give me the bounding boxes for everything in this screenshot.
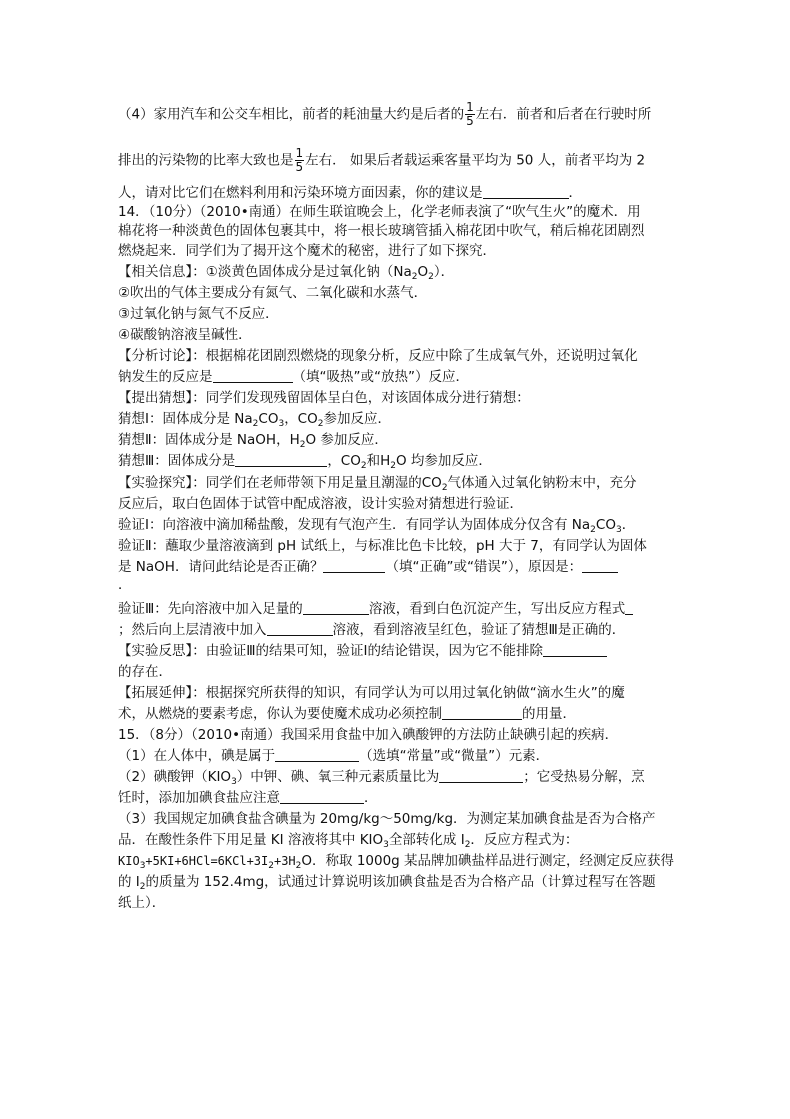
subscript: 3 <box>139 861 146 871</box>
experiment-text: 反应后，取白色固体于试管中配成溶液，设计实验对猜想进行验证． <box>118 496 523 512</box>
q15-title <box>118 726 618 744</box>
q14-line <box>118 222 645 240</box>
experiment-line <box>118 495 523 513</box>
answer-blank[interactable] <box>439 768 523 783</box>
subscript: 2 <box>317 419 324 429</box>
hypothesis-text: CO <box>258 411 279 427</box>
verify-text: 验证Ⅰ：向溶液中滴加稀盐酸，发现有气泡产生．有同学认为固体成分仅含有 Na <box>118 517 591 533</box>
extension-text: 【拓展延伸】：根据探究所获得的知识，有同学认为可以用过氧化钠做“滴水生火”的魔 <box>118 685 625 701</box>
equation-text: +5KI+6HCl=6KCl+3I <box>145 854 269 868</box>
q15-text: （选填“常量”或“微量”）元素． <box>359 748 550 764</box>
q15-text: ． <box>364 790 378 806</box>
hypothesis-line <box>118 410 391 433</box>
verify-line <box>118 600 633 618</box>
experiment-line <box>118 474 637 497</box>
q15-text: O．称取 1000g 某品牌加碘盐样品进行测定，经测定反应获得 <box>301 853 675 869</box>
q15-line <box>118 789 378 807</box>
q13-line-1 <box>118 101 651 128</box>
verify-text: CO <box>595 517 616 533</box>
fraction-numerator: 1 <box>295 146 304 160</box>
q15-text: 的 I <box>118 874 140 890</box>
q15-line <box>118 852 674 875</box>
q13-line-2 <box>118 147 645 174</box>
answer-blank[interactable] <box>625 600 633 615</box>
extension-text: 的用量． <box>522 706 576 722</box>
hypothesis-text: 猜想Ⅲ：固体成分是 <box>118 453 236 469</box>
verify-text: （填“正确”或“错误”），原因是： <box>385 559 583 575</box>
subscript: 2 <box>428 272 434 282</box>
q15-line <box>118 894 165 912</box>
subscript: 2 <box>390 461 396 471</box>
extension-text: 术，从燃烧的要素考虑，你认为要使魔术成功必须控制 <box>118 706 442 722</box>
subscript: 2 <box>464 840 471 850</box>
fraction <box>465 101 475 128</box>
fraction-numerator: 1 <box>466 100 474 114</box>
verify-line <box>118 558 618 576</box>
q14-line <box>118 242 496 260</box>
subscript: 2 <box>590 525 596 535</box>
q15-text: ．反应方程式为： <box>470 832 579 848</box>
experiment-text: 【实验探究】：同学们在老师带领下用足量且潮湿的CO <box>118 475 442 491</box>
info-text: O <box>417 264 429 280</box>
hypothesis-line <box>118 431 388 454</box>
answer-blank[interactable] <box>280 789 364 804</box>
verify-line <box>118 516 635 539</box>
info-text: 【相关信息】：①淡黄色固体成分是过氧化钠（Na <box>118 264 412 280</box>
analysis-line <box>118 347 638 365</box>
info-text: ③过氧化钠与氮气不反应． <box>118 306 279 322</box>
hypothesis-text: O 均参加反应． <box>396 453 492 469</box>
analysis-text: 【分析讨论】：根据棉花团剧烈燃烧的现象分析，反应中除了生成氧气外，还说明过氧化 <box>118 348 638 364</box>
q15-text: （3）我国规定加碘食盐含碘量为 20mg/kg～50mg/kg．为测定某加碘食盐是否为合格产 <box>118 811 656 827</box>
verify-text: 验证Ⅱ：蘸取少量溶液滴到 pH 试纸上，与标准比色卡比较，pH 大于 7，有同学认为固体 <box>118 538 647 554</box>
q15-line <box>118 831 578 854</box>
verify-text: 验证Ⅲ：先向溶液中加入足量的 <box>118 601 303 617</box>
equation-text: +3H <box>273 854 296 868</box>
q15-text: 品．在酸性条件下用足量 KI 溶液将其中 KIO <box>118 832 384 848</box>
hypothesis-text: ，CO <box>284 411 318 427</box>
q13-text: 左右．前者和后者在行驶时所 <box>475 106 652 123</box>
q15-text: （2）碘酸钾（KIO <box>118 769 232 785</box>
subscript: 2 <box>268 861 274 871</box>
hypothesis-line <box>118 452 492 475</box>
answer-blank[interactable] <box>442 705 522 720</box>
subscript: 2 <box>139 882 146 892</box>
reflection-text: 【实验反思】：由验证Ⅲ的结果可知，验证Ⅰ的结论错误，因为它不能排除 <box>118 643 544 659</box>
q13-text: 排出的污染物的比率大致也是 <box>118 152 294 169</box>
q15-text: 饪时，添加加碘食盐应注意 <box>118 790 280 806</box>
q14-text: 燃烧起来．同学们为了揭开这个魔术的秘密，进行了如下探究． <box>118 243 496 259</box>
verify-line <box>118 621 625 639</box>
hypothesis-line <box>118 389 530 407</box>
reflection-text: 的存在． <box>118 664 172 680</box>
info-text: ④碳酸钠溶液呈碱性． <box>118 327 252 343</box>
q15-text: ；它受热易分解，烹 <box>523 769 645 785</box>
subscript: 2 <box>295 861 302 871</box>
extension-line <box>118 684 625 702</box>
hypothesis-text: 猜想Ⅰ：固体成分是 Na <box>118 411 253 427</box>
q15-title-text: 15．（8分）（2010•南通）我国采用食盐中加入碘酸钾的方法防止缺碘引起的疾病． <box>118 727 619 743</box>
answer-blank[interactable] <box>303 600 369 615</box>
q15-line <box>118 810 656 828</box>
analysis-text: （填“吸热”或“放热”）反应． <box>292 369 469 385</box>
hypothesis-text: 参加反应． <box>323 411 391 427</box>
answer-blank[interactable] <box>213 368 293 383</box>
q14-title <box>118 203 641 221</box>
q13-text: 左右． 如果后者载运乘客量平均为 50 人，前者平均为 2 <box>305 152 646 169</box>
info-text: ）． <box>433 264 455 280</box>
q14-text: 棉花将一种淡黄色的固体包裹其中，将一根长玻璃管插入棉花团中吹气，稍后棉花团剧烈 <box>118 223 645 239</box>
q13-text: 人，请对比它们在燃料利用和污染环境方面因素，你的建议是 <box>118 185 483 201</box>
experiment-text: 气体通入过氧化钠粉末中，充分 <box>447 475 637 491</box>
verify-text: 溶液，看到白色沉淀产生，写出反应方程式 <box>368 601 626 617</box>
info-line <box>118 284 427 302</box>
reflection-line <box>118 642 607 660</box>
q15-text: 的质量为 152.4mg，试通过计算说明该加碘食盐是否为合格产品（计算过程写在答题 <box>145 874 656 890</box>
answer-blank[interactable] <box>543 642 607 657</box>
q15-line <box>118 747 549 765</box>
analysis-line <box>118 368 469 386</box>
info-line <box>118 263 454 286</box>
q15-text: ）中钾、碘、氧三种元素质量比为 <box>236 769 440 785</box>
q13-text: （4）家用汽车和公交车相比，前者的耗油量大约是后者的 <box>118 106 465 123</box>
info-text: ②吹出的气体主要成分有氮气、二氧化碳和水蒸气． <box>118 285 428 301</box>
hypothesis-text: 猜想Ⅱ：固体成分是 NaOH，H <box>118 432 300 448</box>
q15-line <box>118 768 645 791</box>
hypothesis-text: O 参加反应． <box>305 432 388 448</box>
verify-text: ． <box>621 517 636 533</box>
subscript: 2 <box>360 461 367 471</box>
verify-text: 溶液，看到溶液呈红色，验证了猜想Ⅲ是正确的． <box>332 622 626 638</box>
q14-title-text: 14．（10分）（2010•南通）在师生联谊晚会上，化学老师表演了“吹气生火”的魔术．用 <box>118 204 641 220</box>
info-line <box>118 305 279 323</box>
extension-line <box>118 705 576 723</box>
analysis-text: 钠发生的反应是 <box>118 369 213 385</box>
equation-text: KIO <box>118 854 140 868</box>
answer-blank[interactable] <box>235 452 327 467</box>
fraction-denominator: 5 <box>466 114 474 128</box>
hypothesis-text: 【提出猜想】：同学们发现残留固体呈白色，对该固体成分进行猜想： <box>118 390 530 406</box>
hypothesis-text: 和H <box>366 453 391 469</box>
verify-text: 是 NaOH．请问此结论是否正确？ <box>118 559 324 575</box>
subscript: 2 <box>411 272 418 282</box>
verify-text: ． <box>118 577 132 593</box>
q15-line <box>118 873 656 896</box>
q13-line-3 <box>118 184 582 202</box>
q13-text: ． <box>568 185 582 201</box>
answer-blank[interactable] <box>483 184 569 199</box>
answer-blank[interactable] <box>267 621 333 636</box>
q15-text: 全部转化成 I <box>388 832 465 848</box>
hypothesis-text: ，CO <box>327 453 361 469</box>
answer-blank[interactable] <box>582 558 618 573</box>
subscript: 3 <box>231 777 237 787</box>
q15-text: （1）在人体中，碘是属于 <box>118 748 276 764</box>
reflection-line <box>118 663 172 681</box>
verify-line <box>118 537 647 555</box>
subscript: 2 <box>299 440 306 450</box>
q15-text: 纸上）． <box>118 895 166 911</box>
subscript: 3 <box>383 840 389 850</box>
fraction-denominator: 5 <box>295 160 304 174</box>
subscript: 2 <box>252 419 259 429</box>
info-line <box>118 326 252 344</box>
subscript: 3 <box>278 419 285 429</box>
subscript: 2 <box>441 483 448 493</box>
verify-text: ；然后向上层清液中加入 <box>118 622 267 638</box>
verify-line <box>118 576 132 594</box>
subscript: 3 <box>615 525 622 535</box>
fraction <box>295 147 305 174</box>
answer-blank[interactable] <box>323 558 385 573</box>
answer-blank[interactable] <box>275 747 359 762</box>
